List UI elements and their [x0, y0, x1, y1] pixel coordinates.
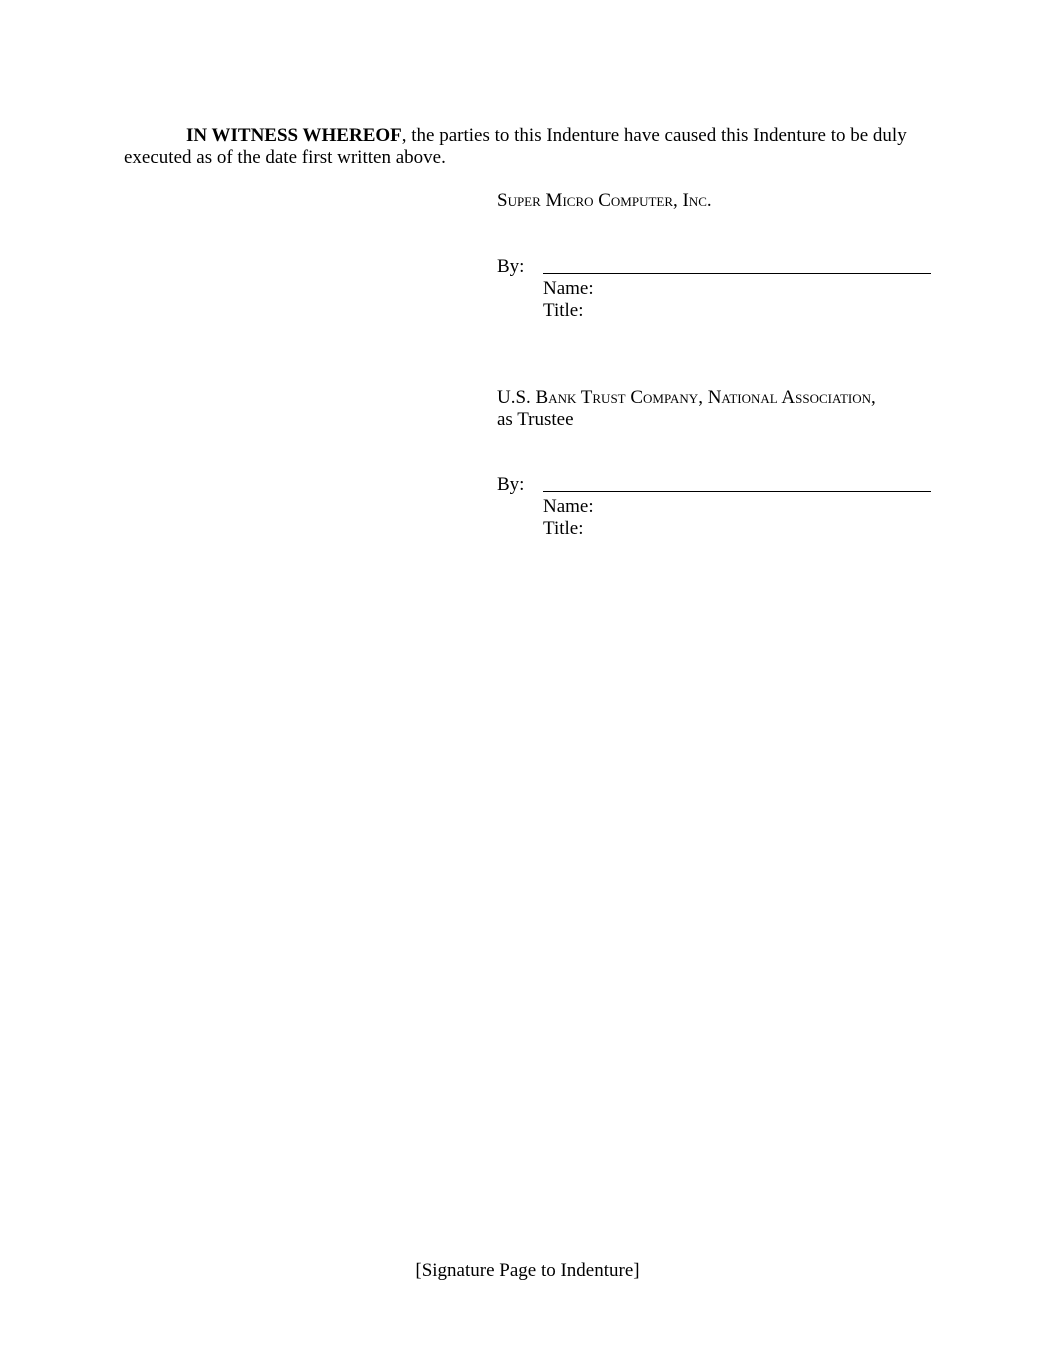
witness-line-1-text: , the parties to this Indenture have caused this Indenture to be duly [401, 125, 907, 146]
page-footer: [Signature Page to Indenture] [415, 1260, 640, 1281]
witness-line-2: executed as of the date first written above. [124, 147, 446, 168]
witness-paragraph [124, 125, 924, 169]
title-label: Title: [543, 518, 584, 539]
signature-line[interactable] [543, 273, 931, 274]
witness-line-1 [124, 125, 924, 147]
party-trustee-name: U.S. Bank Trust Company, National Association, [497, 387, 876, 408]
party-company-name: Super Micro Computer, Inc. [497, 190, 712, 211]
witness-lead: IN WITNESS WHEREOF [186, 125, 402, 146]
party-trustee [497, 387, 937, 431]
party-trustee-role: as Trustee [497, 409, 574, 430]
name-label: Name: [543, 278, 594, 299]
signature-block-company [497, 256, 937, 326]
name-label: Name: [543, 496, 594, 517]
by-label: By: [497, 256, 525, 277]
by-label: By: [497, 474, 525, 495]
title-label: Title: [543, 300, 584, 321]
signature-block-trustee [497, 474, 937, 544]
signature-line[interactable] [543, 491, 931, 492]
party-company [497, 190, 937, 212]
